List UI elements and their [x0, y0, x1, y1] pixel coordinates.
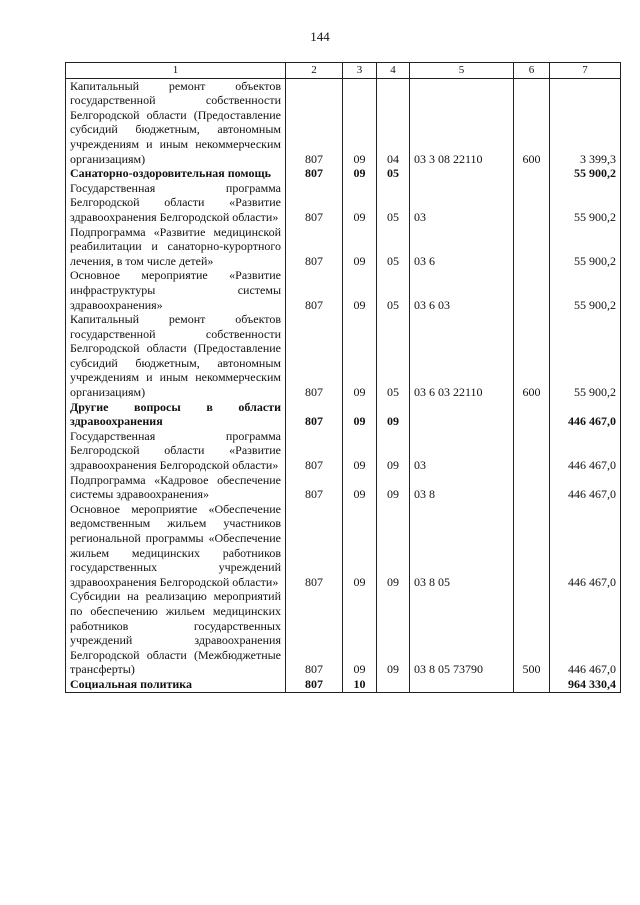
row-grbs-cell: 807 [286, 429, 343, 473]
table-row [66, 166, 621, 181]
row-grbs-cell: 807 [286, 268, 343, 312]
row-name-cell: Санаторно-оздоровительная помощь [66, 166, 286, 181]
row-name-cell: Подпрограмма «Развитие медицинской реабилитации и санаторно-курортного лечения, в том числе детей» [66, 225, 286, 269]
row-expense-type-cell [514, 166, 550, 181]
row-subsection-cell: 09 [377, 473, 410, 502]
row-grbs-cell: 807 [286, 225, 343, 269]
row-expense-type-cell [514, 225, 550, 269]
row-target-article-cell: 03 8 05 [410, 502, 514, 590]
row-expense-type-cell: 500 [514, 589, 550, 677]
row-amount-cell: 55 900,2 [550, 225, 621, 269]
row-amount-cell: 55 900,2 [550, 268, 621, 312]
column-header: 5 [410, 63, 514, 79]
row-subsection-cell [377, 677, 410, 692]
row-target-article-cell: 03 8 05 73790 [410, 589, 514, 677]
table-row [66, 429, 621, 473]
row-grbs-cell: 807 [286, 166, 343, 181]
row-name-cell: Государственная программа Белгородской области «Развитие здравоохранения Белгородской области» [66, 181, 286, 225]
row-expense-type-cell [514, 473, 550, 502]
row-expense-type-cell [514, 429, 550, 473]
row-amount-cell: 446 467,0 [550, 429, 621, 473]
row-name-cell: Другие вопросы в области здравоохранения [66, 400, 286, 429]
row-target-article-cell: 03 6 [410, 225, 514, 269]
row-grbs-cell: 807 [286, 181, 343, 225]
row-grbs-cell: 807 [286, 312, 343, 400]
row-subsection-cell: 05 [377, 312, 410, 400]
row-name-cell: Основное мероприятие «Обеспечение ведомственным жильем участников региональной программы «Обеспечение жильем медицинских работников государственных учреждений здравоохранения Белгородской области» [66, 502, 286, 590]
row-section-cell: 09 [343, 78, 377, 166]
row-target-article-cell [410, 677, 514, 692]
row-name-cell: Государственная программа Белгородской области «Развитие здравоохранения Белгородской области» [66, 429, 286, 473]
table-row [66, 677, 621, 692]
row-amount-cell: 55 900,2 [550, 312, 621, 400]
row-section-cell: 09 [343, 166, 377, 181]
row-amount-cell: 446 467,0 [550, 502, 621, 590]
row-expense-type-cell [514, 502, 550, 590]
row-grbs-cell: 807 [286, 473, 343, 502]
page-number: 144 [310, 29, 330, 44]
row-name-cell: Основное мероприятие «Развитие инфраструктуры системы здравоохранения» [66, 268, 286, 312]
row-section-cell: 10 [343, 677, 377, 692]
row-target-article-cell: 03 [410, 181, 514, 225]
row-target-article-cell [410, 400, 514, 429]
row-amount-cell: 964 330,4 [550, 677, 621, 692]
table-row [66, 400, 621, 429]
table-row [66, 225, 621, 269]
table-row [66, 312, 621, 400]
row-name-cell: Капитальный ремонт объектов государственной собственности Белгородской области (Предоставление субсидий бюджетным, автономным учреждениям и иным некоммерческим организациям) [66, 312, 286, 400]
row-section-cell: 09 [343, 589, 377, 677]
table-header-row [66, 63, 621, 79]
table-row [66, 181, 621, 225]
row-name-cell: Подпрограмма «Кадровое обеспечение системы здравоохранения» [66, 473, 286, 502]
row-subsection-cell: 09 [377, 589, 410, 677]
column-header: 6 [514, 63, 550, 79]
row-section-cell: 09 [343, 473, 377, 502]
table-row [66, 268, 621, 312]
row-section-cell: 09 [343, 312, 377, 400]
row-section-cell: 09 [343, 400, 377, 429]
row-target-article-cell: 03 8 [410, 473, 514, 502]
row-subsection-cell: 05 [377, 181, 410, 225]
table-row [66, 78, 621, 166]
table-row [66, 473, 621, 502]
row-name-cell: Капитальный ремонт объектов государственной собственности Белгородской области (Предоставление субсидий бюджетным, автономным учреждениям и иным некоммерческим организациям) [66, 78, 286, 166]
row-expense-type-cell [514, 268, 550, 312]
row-subsection-cell: 09 [377, 502, 410, 590]
row-amount-cell: 446 467,0 [550, 400, 621, 429]
row-expense-type-cell: 600 [514, 78, 550, 166]
column-header: 7 [550, 63, 621, 79]
row-target-article-cell: 03 6 03 22110 [410, 312, 514, 400]
row-amount-cell: 55 900,2 [550, 166, 621, 181]
row-subsection-cell: 09 [377, 429, 410, 473]
column-header: 4 [377, 63, 410, 79]
row-section-cell: 09 [343, 429, 377, 473]
row-grbs-cell: 807 [286, 400, 343, 429]
budget-table [65, 62, 621, 693]
row-section-cell: 09 [343, 181, 377, 225]
row-subsection-cell: 09 [377, 400, 410, 429]
column-header: 1 [66, 63, 286, 79]
row-target-article-cell: 03 3 08 22110 [410, 78, 514, 166]
row-grbs-cell: 807 [286, 589, 343, 677]
row-subsection-cell: 05 [377, 268, 410, 312]
row-grbs-cell: 807 [286, 677, 343, 692]
row-amount-cell: 3 399,3 [550, 78, 621, 166]
row-section-cell: 09 [343, 502, 377, 590]
row-expense-type-cell [514, 677, 550, 692]
row-grbs-cell: 807 [286, 502, 343, 590]
column-header: 2 [286, 63, 343, 79]
row-subsection-cell: 04 [377, 78, 410, 166]
row-name-cell: Субсидии на реализацию мероприятий по обеспечению жильем медицинских работников государственных учреждений здравоохранения Белгородской области (Межбюджетные трансферты) [66, 589, 286, 677]
row-target-article-cell: 03 [410, 429, 514, 473]
row-amount-cell: 446 467,0 [550, 589, 621, 677]
row-amount-cell: 55 900,2 [550, 181, 621, 225]
row-subsection-cell: 05 [377, 225, 410, 269]
row-subsection-cell: 05 [377, 166, 410, 181]
row-expense-type-cell: 600 [514, 312, 550, 400]
table-body [66, 78, 621, 692]
row-amount-cell: 446 467,0 [550, 473, 621, 502]
row-name-cell: Социальная политика [66, 677, 286, 692]
row-target-article-cell [410, 166, 514, 181]
column-header: 3 [343, 63, 377, 79]
row-grbs-cell: 807 [286, 78, 343, 166]
row-expense-type-cell [514, 400, 550, 429]
table-row [66, 502, 621, 590]
row-section-cell: 09 [343, 225, 377, 269]
table-row [66, 589, 621, 677]
row-expense-type-cell [514, 181, 550, 225]
row-target-article-cell: 03 6 03 [410, 268, 514, 312]
row-section-cell: 09 [343, 268, 377, 312]
